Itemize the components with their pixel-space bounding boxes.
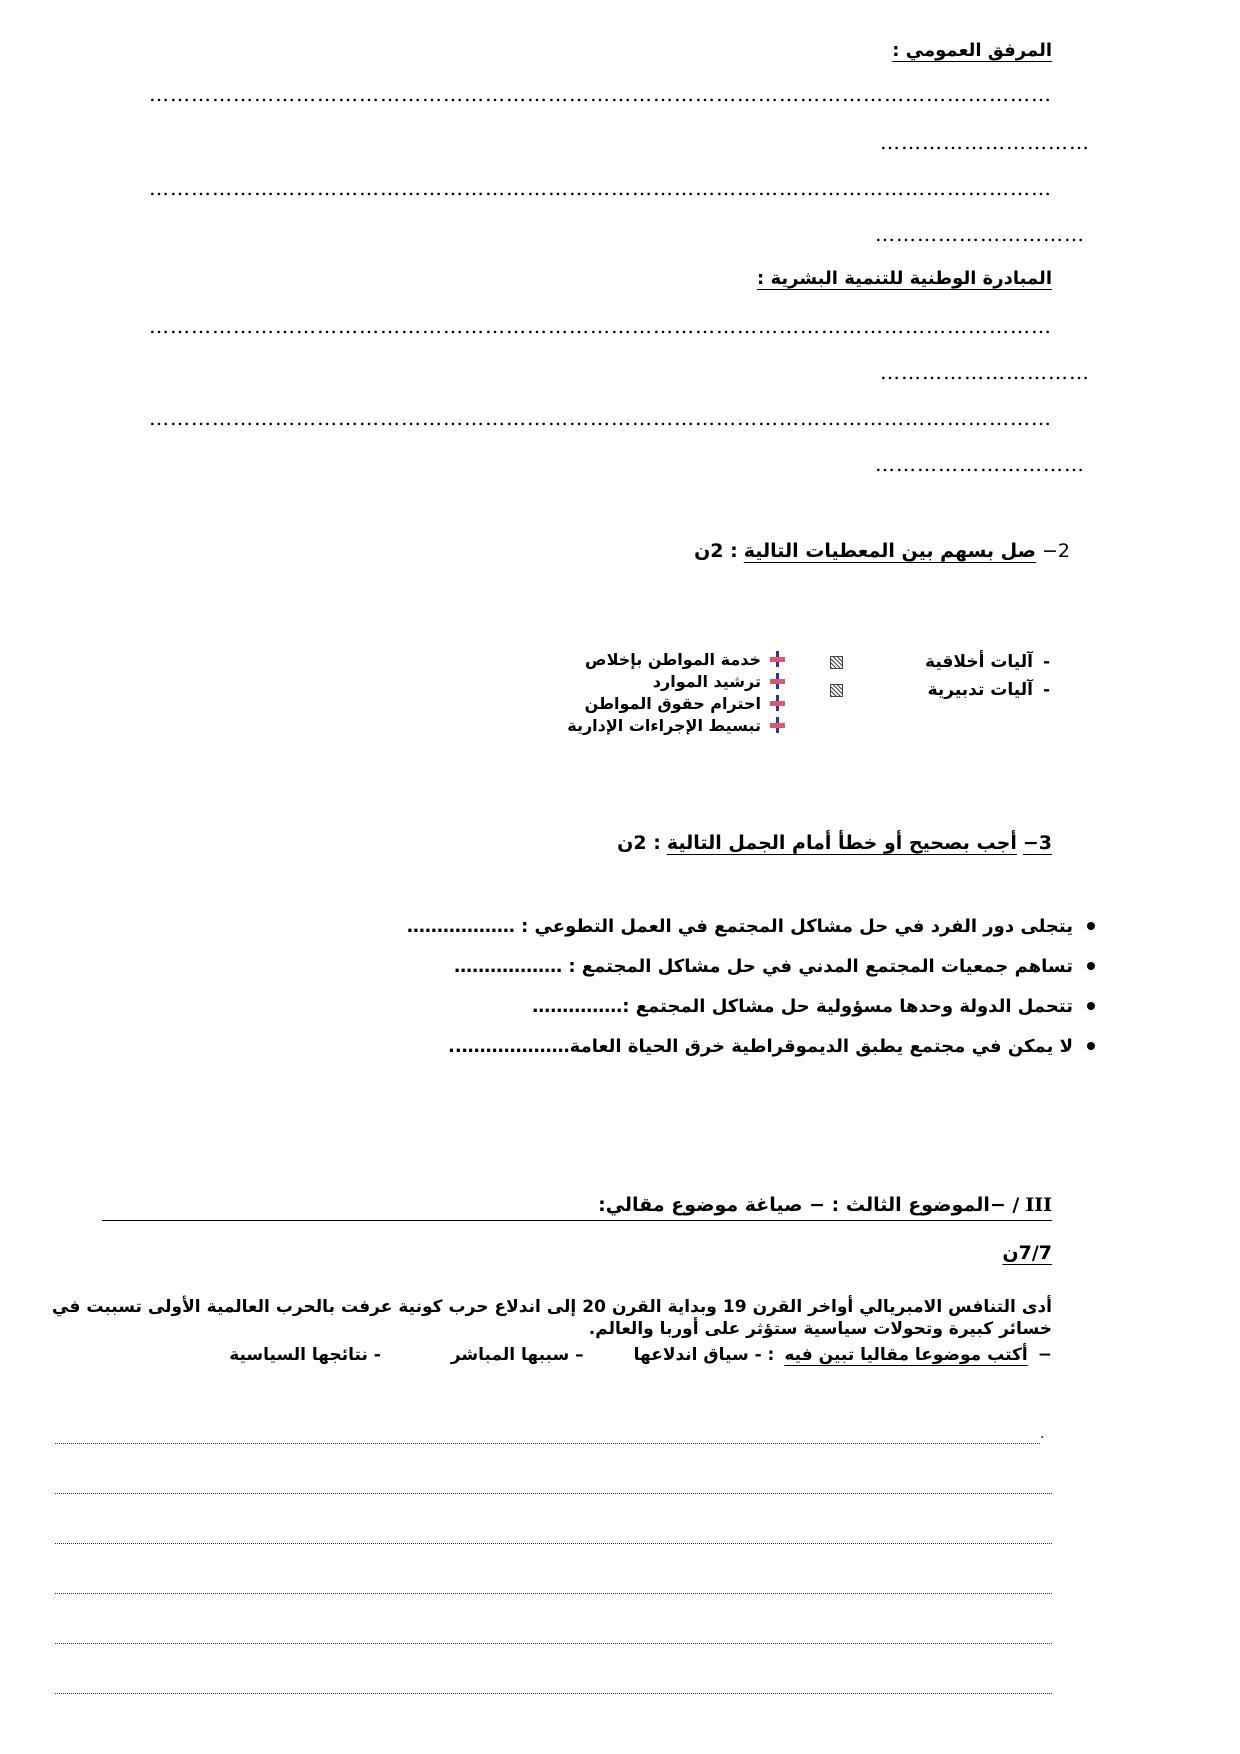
essay-answer-line[interactable]	[55, 1442, 1040, 1444]
task-item: – سببها المباشر	[450, 1345, 584, 1365]
question-instruction: صل بسهم بين المعطيات التالية	[743, 540, 1036, 562]
question-points: : 2ن	[694, 540, 738, 562]
section-three-heading: / −الموضوع الثالث : − صياغة موضوع مقالي:	[598, 1194, 1020, 1216]
answer-line[interactable]: …………………………	[880, 360, 1090, 384]
question-number: 3−	[1022, 832, 1052, 854]
mechanism-label: آليات تدبيرية	[927, 680, 1033, 700]
pin-arrow-icon	[769, 694, 785, 712]
statement-item[interactable]	[407, 906, 1095, 946]
answer-line[interactable]: …………………………	[880, 130, 1090, 154]
answer-line[interactable]: …………………………………………………………………………………………………………………	[149, 406, 1052, 430]
section-three-score: 7/7ن	[1002, 1242, 1052, 1264]
pin-arrow-icon	[769, 716, 785, 734]
statement-item[interactable]	[407, 946, 1095, 986]
section-numeral: III	[1025, 1194, 1052, 1216]
essay-answer-line[interactable]	[55, 1492, 1052, 1494]
matching-label: خدمة المواطن بإخلاص	[585, 649, 761, 669]
bullet-icon	[1087, 962, 1095, 970]
section-three-underline	[102, 1220, 1052, 1221]
mechanism-item[interactable]	[830, 676, 1050, 704]
bullet-icon	[1087, 1002, 1095, 1010]
question-number: 2−	[1041, 540, 1070, 562]
task-item: - نتائجها السياسية	[229, 1345, 381, 1365]
mechanism-label: آليات أخلاقية	[925, 652, 1033, 672]
statement-text: تتحمل الدولة وحدها مسؤولية حل مشاكل المجتمع :……………	[532, 995, 1073, 1017]
prompt-paragraph: أدى التنافس الامبريالي أواخر القرن 19 وبداية القرن 20 إلى اندلاع حرب كونية عرفت بالحرب العالمية الأولى تسببت في خسائر كبيرة وتحولات سياسية ستؤثر على أوربا والعالم.	[52, 1297, 1052, 1339]
answer-line[interactable]: …………………………………………………………………………………………………………………	[149, 176, 1052, 200]
task-item: : - سياق اندلاعها	[633, 1345, 775, 1365]
connector-box-icon[interactable]	[830, 684, 843, 697]
answer-line[interactable]: …………………………………………………………………………………………………………………	[149, 82, 1052, 106]
statement-text: تساهم جمعيات المجتمع المدني في حل مشاكل المجتمع : ………………	[454, 955, 1073, 977]
section-three-title	[598, 1194, 1052, 1216]
matching-item[interactable]	[567, 692, 785, 714]
answer-mark: .	[1040, 1426, 1045, 1442]
statement-text: يتجلى دور الفرد في حل مشاكل المجتمع في العمل التطوعي : ………………	[406, 915, 1073, 937]
connector-box-icon[interactable]	[830, 656, 843, 669]
answer-line[interactable]: …………………………	[875, 222, 1085, 246]
essay-answer-line[interactable]	[55, 1592, 1052, 1594]
matching-label: تبسيط الإجراءات الإدارية	[567, 715, 761, 735]
dash: -	[1042, 652, 1050, 672]
question-points: : 2ن	[617, 832, 661, 854]
pin-arrow-icon	[769, 672, 785, 690]
matching-item[interactable]	[567, 670, 785, 692]
pin-arrow-icon	[769, 650, 785, 668]
essay-answer-line[interactable]	[55, 1542, 1052, 1544]
task-instruction: أكتب موضوعا مقاليا تبين فيه	[784, 1345, 1028, 1365]
section-public-facility-title: المرفق العمومي :	[892, 40, 1052, 61]
matching-label: ترشيد الموارد	[652, 671, 761, 691]
answer-line[interactable]: …………………………	[875, 452, 1085, 476]
question-2-title	[694, 540, 1070, 562]
matching-item[interactable]	[567, 714, 785, 736]
matching-item[interactable]	[567, 648, 785, 670]
question-3-title	[617, 832, 1052, 854]
mechanism-item[interactable]	[830, 648, 1050, 676]
bullet-icon	[1087, 922, 1095, 930]
section-initiative-title: المبادرة الوطنية للتنمية البشرية :	[757, 268, 1052, 289]
statement-text: لا يمكن في مجتمع يطبق الديموقراطية خرق الحياة العامة………………..	[447, 1035, 1073, 1057]
bullet-icon	[1087, 1042, 1095, 1050]
answer-line[interactable]: …………………………………………………………………………………………………………………	[149, 314, 1052, 338]
essay-answer-line[interactable]	[55, 1642, 1052, 1644]
statement-list	[407, 906, 1095, 1066]
matching-left-column	[567, 648, 785, 736]
statement-item[interactable]	[407, 986, 1095, 1026]
task-line	[229, 1344, 1052, 1366]
question-instruction: أجب بصحيح أو خطأ أمام الجمل التالية	[666, 832, 1017, 854]
matching-label: احترام حقوق المواطن	[584, 693, 761, 713]
matching-right-column	[830, 648, 1050, 704]
task-dash: −	[1037, 1345, 1052, 1365]
statement-item[interactable]	[407, 1026, 1095, 1066]
essay-answer-line[interactable]	[55, 1692, 1052, 1694]
dash: -	[1042, 680, 1050, 700]
